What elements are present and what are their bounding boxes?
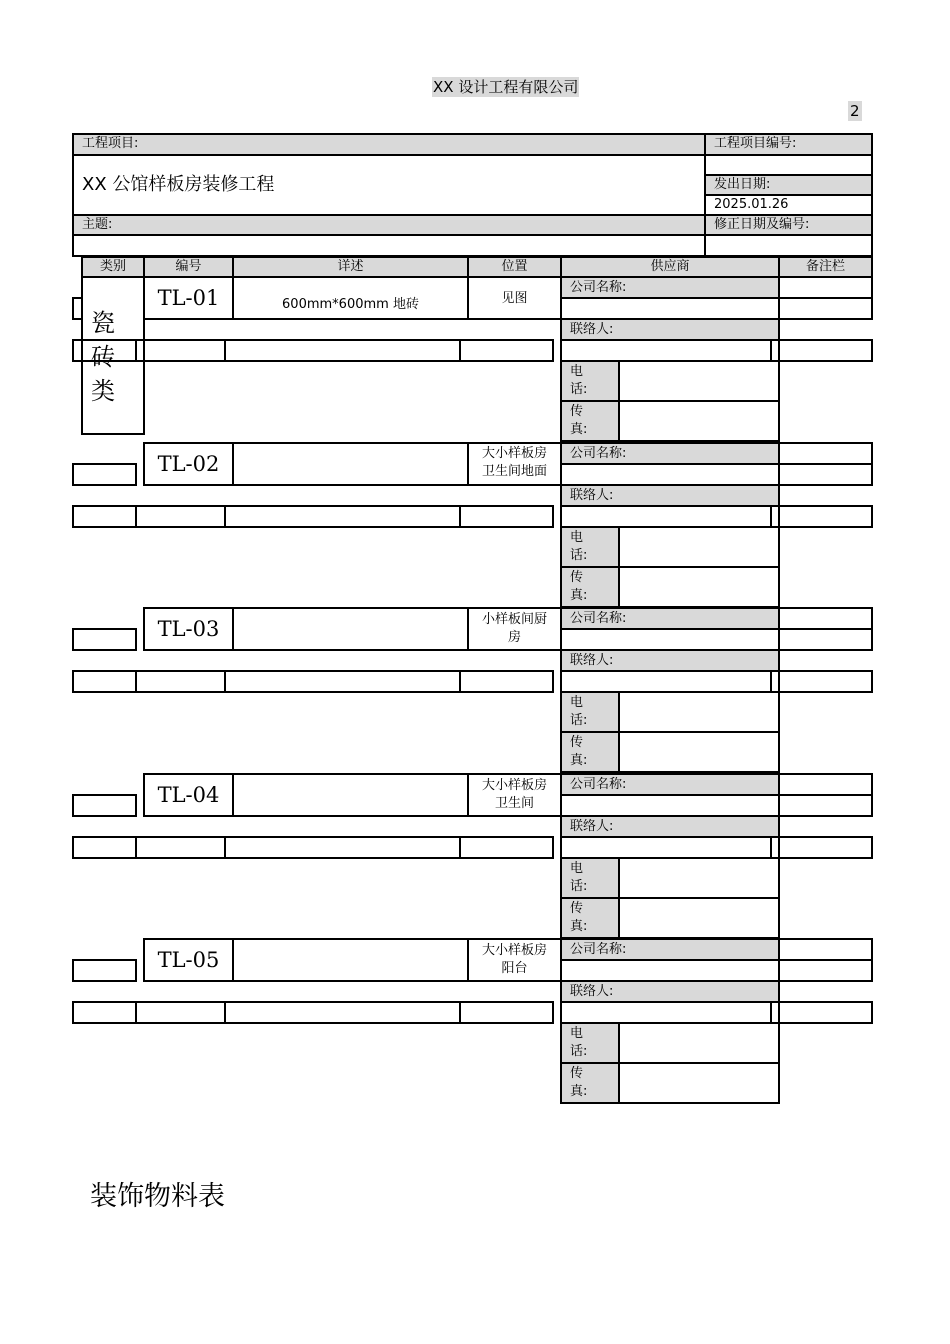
supplier-fax-value — [618, 731, 780, 773]
project-value: XX 公馆样板房装修工程 — [74, 156, 706, 214]
location-line: 卫生间 — [494, 796, 534, 811]
label-line: 话: — [570, 879, 588, 894]
ghost-row-line — [459, 836, 554, 859]
supplier-phone-label — [560, 1022, 620, 1064]
supplier-company-value — [560, 463, 780, 486]
label-line: 真: — [570, 1084, 588, 1099]
ghost-row-line — [224, 836, 461, 859]
supplier-fax-label-text — [570, 900, 587, 936]
col-header-category: 类别 — [81, 256, 145, 278]
table-row — [0, 442, 950, 608]
supplier-contact-value — [560, 339, 780, 362]
ghost-row-line — [135, 339, 226, 362]
supplier-contact-label: 联络人: — [560, 815, 780, 838]
supplier-phone-value — [618, 691, 780, 733]
ghost-row-line — [778, 463, 873, 486]
table-row — [0, 276, 950, 442]
supplier-phone-value — [618, 526, 780, 568]
label-line: 电 — [570, 695, 584, 710]
ghost-row-line — [224, 1001, 461, 1024]
ghost-row-line — [224, 339, 461, 362]
ghost-row-line — [770, 339, 873, 362]
row-code: TL-02 — [157, 452, 220, 476]
page-number: 2 — [850, 102, 860, 120]
ghost-row-line — [224, 670, 461, 693]
supplier-phone-label-text — [570, 694, 587, 730]
table-row — [0, 773, 950, 939]
supplier-phone-label-text — [570, 363, 587, 399]
supplier-company-value — [560, 794, 780, 817]
label-line: 电 — [570, 530, 584, 545]
table-row — [0, 607, 950, 773]
table-row — [0, 938, 950, 1104]
supplier-company-label: 公司名称: — [560, 607, 780, 630]
project-label: 工程项目: — [74, 135, 706, 156]
row-location: 见图 — [501, 291, 528, 306]
supplier-fax-label — [560, 1062, 620, 1104]
supplier-fax-label — [560, 897, 620, 939]
row-location — [467, 777, 562, 813]
location-line: 房 — [507, 630, 521, 645]
ghost-row-line — [459, 505, 554, 528]
supplier-company-label: 公司名称: — [560, 773, 780, 796]
row-code: TL-01 — [157, 286, 220, 310]
location-line: 小样板间厨 — [481, 612, 547, 627]
supplier-fax-value — [618, 1062, 780, 1104]
supplier-fax-label — [560, 400, 620, 442]
supplier-contact-value — [560, 670, 780, 693]
supplier-fax-label-text — [570, 1065, 587, 1101]
label-line: 传 — [570, 901, 584, 916]
ghost-row-line — [135, 670, 226, 693]
row-code: TL-04 — [157, 783, 220, 807]
supplier-fax-label — [560, 566, 620, 608]
supplier-company-label: 公司名称: — [560, 442, 780, 465]
row-location — [467, 445, 562, 481]
issue-date-label: 发出日期: — [706, 176, 871, 196]
supplier-phone-value — [618, 360, 780, 402]
ghost-row-line — [459, 1001, 554, 1024]
ghost-row-line — [778, 628, 873, 651]
category-char: 瓷 — [91, 309, 115, 337]
label-line: 电 — [570, 861, 584, 876]
supplier-fax-label-text — [570, 403, 587, 439]
footer-title: 装饰物料表 — [90, 1181, 225, 1212]
company-name: XX 设计工程有限公司 — [433, 78, 579, 96]
supplier-contact-value — [560, 836, 780, 859]
label-line: 传 — [570, 1066, 584, 1081]
supplier-fax-label-text — [570, 569, 587, 605]
supplier-fax-value — [618, 897, 780, 939]
col-header-description: 详述 — [232, 256, 469, 278]
supplier-contact-value — [560, 1001, 780, 1024]
ghost-row-line — [778, 959, 873, 982]
row-description-cell — [232, 442, 469, 486]
supplier-company-label: 公司名称: — [560, 276, 780, 299]
label-line: 真: — [570, 919, 588, 934]
supplier-contact-label: 联络人: — [560, 484, 780, 507]
row-description-cell — [232, 773, 469, 817]
revision-label: 修正日期及编号: — [706, 214, 871, 236]
supplier-contact-label: 联络人: — [560, 649, 780, 672]
subject-label: 主题: — [74, 214, 706, 236]
label-line: 话: — [570, 548, 588, 563]
col-header-location: 位置 — [467, 256, 562, 278]
ghost-row-line — [72, 1001, 137, 1024]
project-no-label: 工程项目编号: — [706, 135, 871, 156]
ghost-row-line — [459, 670, 554, 693]
ghost-row-line — [72, 297, 81, 320]
label-line: 话: — [570, 382, 588, 397]
label-line: 真: — [570, 422, 588, 437]
supplier-phone-label-text — [570, 1025, 587, 1061]
location-line: 大小样板房 — [481, 778, 547, 793]
ghost-row-line — [135, 1001, 226, 1024]
ghost-row-line — [72, 794, 137, 817]
label-line: 真: — [570, 588, 588, 603]
label-line: 话: — [570, 1044, 588, 1059]
row-location — [467, 942, 562, 978]
supplier-contact-label: 联络人: — [560, 318, 780, 341]
supplier-fax-value — [618, 566, 780, 608]
supplier-phone-value — [618, 1022, 780, 1064]
ghost-row-line — [72, 670, 137, 693]
ghost-row-line — [72, 959, 137, 982]
ghost-row-line — [770, 505, 873, 528]
ghost-row-line — [72, 628, 137, 651]
project-no-value — [706, 156, 871, 176]
supplier-company-label: 公司名称: — [560, 938, 780, 961]
supplier-company-value — [560, 628, 780, 651]
label-line: 电 — [570, 364, 584, 379]
label-line: 传 — [570, 570, 584, 585]
supplier-phone-label — [560, 360, 620, 402]
ghost-row-line — [459, 339, 554, 362]
ghost-row-line — [72, 463, 137, 486]
issue-date-value: 2025.01.26 — [714, 197, 789, 212]
supplier-phone-label-text — [570, 860, 587, 896]
location-line: 阳台 — [501, 961, 528, 976]
supplier-phone-label — [560, 526, 620, 568]
supplier-contact-value — [560, 505, 780, 528]
subject-value — [74, 236, 706, 255]
col-header-code: 编号 — [143, 256, 234, 278]
row-description-cell — [232, 938, 469, 982]
supplier-phone-label-text — [570, 529, 587, 565]
location-line: 大小样板房 — [481, 446, 547, 461]
supplier-phone-label — [560, 691, 620, 733]
ghost-row-line — [770, 1001, 873, 1024]
category-char: 类 — [91, 377, 115, 405]
col-header-supplier: 供应商 — [560, 256, 780, 278]
supplier-fax-label-text — [570, 734, 587, 770]
ghost-row-line — [135, 505, 226, 528]
supplier-fax-label — [560, 731, 620, 773]
category-char: 砖 — [91, 343, 115, 371]
col-header-remarks: 备注栏 — [778, 256, 873, 278]
location-line: 卫生间地面 — [481, 464, 547, 479]
ghost-row-line — [770, 670, 873, 693]
row-code: TL-03 — [157, 617, 220, 641]
supplier-company-value — [560, 297, 780, 320]
supplier-contact-label: 联络人: — [560, 980, 780, 1003]
ghost-row-line — [135, 836, 226, 859]
label-line: 传 — [570, 404, 584, 419]
row-code: TL-05 — [157, 948, 220, 972]
ghost-row-line — [778, 794, 873, 817]
label-line: 真: — [570, 753, 588, 768]
row-description-cell — [232, 607, 469, 651]
supplier-fax-value — [618, 400, 780, 442]
label-line: 电 — [570, 1026, 584, 1041]
ghost-row-line — [770, 836, 873, 859]
row-description: 600mm*600mm 地砖 — [282, 297, 419, 312]
label-line: 话: — [570, 713, 588, 728]
supplier-phone-value — [618, 857, 780, 899]
label-line: 传 — [570, 735, 584, 750]
row-location — [467, 611, 562, 647]
ghost-row-line — [72, 339, 137, 362]
supplier-company-value — [560, 959, 780, 982]
location-line: 大小样板房 — [481, 943, 547, 958]
ghost-row-line — [72, 505, 137, 528]
ghost-row-line — [778, 297, 873, 320]
ghost-row-line — [224, 505, 461, 528]
ghost-row-line — [72, 836, 137, 859]
supplier-phone-label — [560, 857, 620, 899]
